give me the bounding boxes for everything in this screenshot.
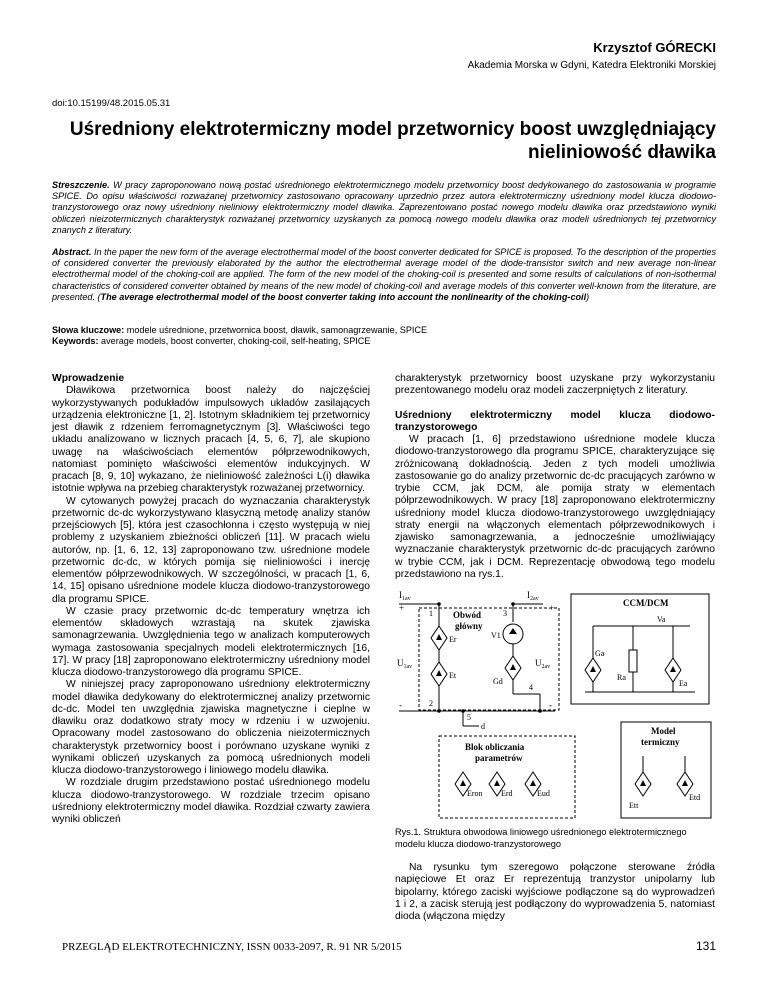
label-thermal-model-1: Model: [651, 726, 676, 736]
label-ett: Ett: [629, 801, 639, 810]
label-ea: Ea: [679, 679, 688, 688]
paragraph: charakterystyk przetwornicy boost uzyskane przy wykorzystaniu prezentowanego modelu oraz modeli zaczerpniętych z literatury.: [395, 373, 715, 397]
label-ra: Ra: [617, 673, 626, 682]
label-er: Er: [449, 635, 457, 644]
label-gd: Gd: [493, 677, 503, 686]
section-heading-switch-model: Uśredniony elektrotermiczny model klucza diodowo-tranzystorowego: [395, 409, 715, 433]
label-plus-left: +: [399, 603, 405, 613]
label-main-circuit-1: Obwód: [453, 610, 482, 620]
label-parameter-block-1: Blok obliczania: [465, 742, 525, 752]
label-etd: Etd: [689, 793, 701, 802]
right-column: [395, 373, 715, 581]
label-va: Va: [657, 615, 666, 624]
paragraph: W czasie pracy przetwornic dc-dc temperatury wnętrza ich elementów składowych wzrastają na skutek zjawiska samonagrzewania. Uwzględnienia tego w analizach komputerowych wymaga zastosowania specjalnych modeli elektrotermicznych [16, 17]. W pracy [18] zaproponowano elektrotermiczny uśredniony model klucza diodowo-tranzystorowego dla programu SPICE.: [52, 605, 370, 678]
label-u1av: $U_{1av}$: [397, 658, 413, 670]
abstract-polish: [52, 180, 716, 236]
section-heading-introduction: Wprowadzenie: [52, 373, 125, 384]
keywords-polish-label: Słowa kluczowe:: [52, 325, 125, 335]
label-et: Et: [449, 671, 457, 680]
abstract-english-title: The average electrothermal model of the boost converter taking into account the nonlinearity of the choking-coil: [100, 291, 587, 302]
label-eud: Eud: [537, 789, 550, 798]
doi: doi:10.15199/48.2015.05.31: [52, 98, 171, 109]
label-i1av: $I_{1av}$: [399, 590, 411, 602]
node-d: d: [481, 722, 485, 731]
keywords-polish: [52, 325, 716, 336]
label-ga: Ga: [595, 649, 605, 658]
journal-footer: PRZEGLĄD ELEKTROTECHNICZNY, ISSN 0033-2097, R. 91 NR 5/2015: [62, 941, 402, 953]
node-1: 1: [429, 609, 433, 618]
label-minus-left: -: [399, 700, 402, 710]
label-plus-right: +: [549, 603, 555, 613]
keywords-english: [52, 336, 716, 347]
paragraph: W niniejszej pracy zaproponowano uśredniony elektrotermiczny model dławika dedykowany do elektrotermicznej analizy przetwornic dc-dc. Model ten uwzględnia zjawiska magnetyczne i cieplne w dławiku oraz dodatkowo straty mocy w rdzeniu i w uzwojeniu. Opracowany model zastosowano do obliczenia nieizotermicznych charakterystyk przetwornicy boost i porównano uzyskane wyniki z wynikami obliczeń uzyskanych za pomocą uśrednionych modeli klucza diodowo-tranzystorowego i liniowego modelu dławika.: [52, 679, 370, 776]
paragraph: Dławikowa przetwornica boost należy do najczęściej wykorzystywanych podukładów impulsowych układów zasilających urządzenia elektroniczne [1, 2]. Istotnym składnikiem tej przetwornicy jest dławik z rdzeniem ferromagnetycznym [3]. Właściwości tego układu analizowano w licznych pracach [4, 5, 6, 7], ale skupiono uwagę na właściwościach elementów półprzewodnikowych, natomiast pominięto właściwości elementów indukcyjnych. W pracach [8, 9, 10] wykazano, że nieliniowość zależności L(i) dławika istotnie wpływa na przebieg charakterystyk rozważanej przetwornicy.: [52, 385, 370, 495]
label-u2av: $U_{2av}$: [535, 658, 551, 670]
label-minus-right: -: [549, 700, 552, 710]
abstract-english: [52, 247, 716, 303]
abstract-polish-label: Streszczenie.: [52, 180, 110, 190]
paragraph: Na rysunku tym szeregowo połączone sterowane źródła napięciowe Et oraz Er reprezentują tranzystor unipolarny lub bipolarny, którego zaciski wyjściowe podłączone są do wyprowadzeń 1 i 2, a zacisk sterują jest podłączony do wyprowadzenia 5, natomiast dioda (włączona między: [395, 862, 715, 922]
label-eron: Eron: [467, 789, 483, 798]
caption-text: Rys.1. Struktura obwodowa liniowego uśrednionego elektrotermicznego modelu klucza diodowo-tranzystorowego: [395, 827, 687, 849]
abstract-polish-text: W pracy zaproponowano nową postać uśrednionego elektrotermicznego modelu przetwornicy boost dedykowanego do zastosowania w programie SPICE. Do opisu właściwości rozważanej przetwornicy zastosowano opracowany uprzednio przez autora elektrotermiczny uśredniony model klucza diodowo-tranzystorowego oraz nowy uśredniony nieliniowy elektrotermiczny model dławika. Zaprezentowano postać nowego modelu dławika oraz przedstawiono wyniki obliczeń nieizotermicznych charakterystyk rozważanej przetwornicy uzyskanych za pomocą nowego modelu dławika oraz modeli uśrednionych tej przetwornicy znanych z literatury.: [52, 180, 716, 235]
paragraph: W pracach [1, 6] przedstawiono uśrednione modele klucza diodowo-tranzystorowego dla programu SPICE, charakteryzujące się zróżnicowaną dokładnością. Jeden z tych modeli umożliwia zastosowanie go do analizy przetwornic dc-dc pracujących zarówno w trybie CCM, jak DCM, ale pomija straty w elementach półprzewodnikowych. W pracy [18] zaproponowano elektrotermiczny uśredniony model klucza diodowo-tranzystorowego uwzględniający straty energii na włączonych elementach półprzewodnikowych i zjawisko samonagrzewania, a jednocześnie umożliwiający wyznaczanie charakterystyk przetwornic dc-dc pracujących zarówno w trybie CCM, jak i DCM. Reprezentację obwodową tego modelu przedstawiono na rys.1.: [395, 434, 715, 580]
keywords: [52, 325, 716, 347]
paragraph: W cytowanych powyżej pracach do wyznaczania charakterystyk przetwornic dc-dc wykorzystywano klasyczną metodę analizy stanów przejściowych [5], która jest czasochłonna i często występują w niej problemy z uzyskaniem zbieżności obliczeń [11]. W pracach wielu autorów, np. [1, 6, 12, 13] zaproponowano tzw. uśrednione modele przetwornic dc-dc, w których pomija się nieliniowości i inercję elementów półprzewodnikowych. W szczególności, w pracach [1, 6, 14, 15] opisano uśrednione modele klucza diodowo-tranzystorowego dla programu SPICE.: [52, 495, 370, 605]
resistor-ra: [629, 650, 637, 672]
node-2: 2: [429, 699, 433, 708]
keywords-polish-text: modele uśrednione, przetwornica boost, dławik, samonagrzewanie, SPICE: [124, 325, 428, 335]
paper-title: Uśredniony elektrotermiczny model przetwornicy boost uwzględniający nieliniowość dławika: [69, 119, 716, 163]
figure-1-circuit-diagram: [395, 586, 715, 824]
keywords-english-text: average models, boost converter, choking-coil, self-heating, SPICE: [98, 336, 371, 347]
node-3: 3: [503, 609, 507, 618]
keywords-english-label: Keywords:: [52, 336, 99, 347]
abstract-english-text: In the paper the new form of the average electrothermal model of the boost converter dedicated for SPICE is proposed. To the description of the properties of considered converter the previously elaborated by the author the electrothermal average model of the diode-transistor switch and new average non-linear electrothermal model of the choking-coil are applied. The form of the new model of the choking-coil is presented and some results of calculations of non-isothermal characteristics of considered converter obtained by means of the new model of choking-coil and average models of this converter well-known from the literature, are presented. (: [52, 247, 716, 302]
abstract-english-label: Abstract.: [52, 247, 92, 257]
label-ccm-dcm: CCM/DCM: [623, 598, 669, 608]
page-number: 131: [695, 939, 716, 953]
abstract-english-close: ): [586, 291, 590, 302]
node-4: 4: [529, 683, 533, 692]
label-main-circuit-2: główny: [455, 621, 483, 631]
label-thermal-model-2: termiczny: [641, 737, 680, 747]
label-erd: Erd: [501, 789, 513, 798]
affiliation: Akademia Morska w Gdyni, Katedra Elektroniki Morskiej: [467, 60, 716, 71]
figure-1-caption: [395, 827, 715, 923]
author-name: Krzysztof GÓRECKI: [593, 40, 716, 55]
left-column: [52, 373, 370, 826]
label-i2av: $I_{2av}$: [527, 590, 539, 602]
paragraph: W rozdziale drugim przedstawiono postać uśrednionego modelu klucza diodowo-tranzystorowego. W rozdziale trzecim opisano uśredniony elektrotermiczny model dławika. Rozdział czwarty zawiera wyniki obliczeń: [52, 777, 370, 825]
label-v1: V1: [491, 631, 501, 640]
ccm-dcm-box: [571, 594, 709, 704]
node-5: 5: [467, 713, 471, 722]
label-parameter-block-2: parametrów: [475, 753, 523, 763]
